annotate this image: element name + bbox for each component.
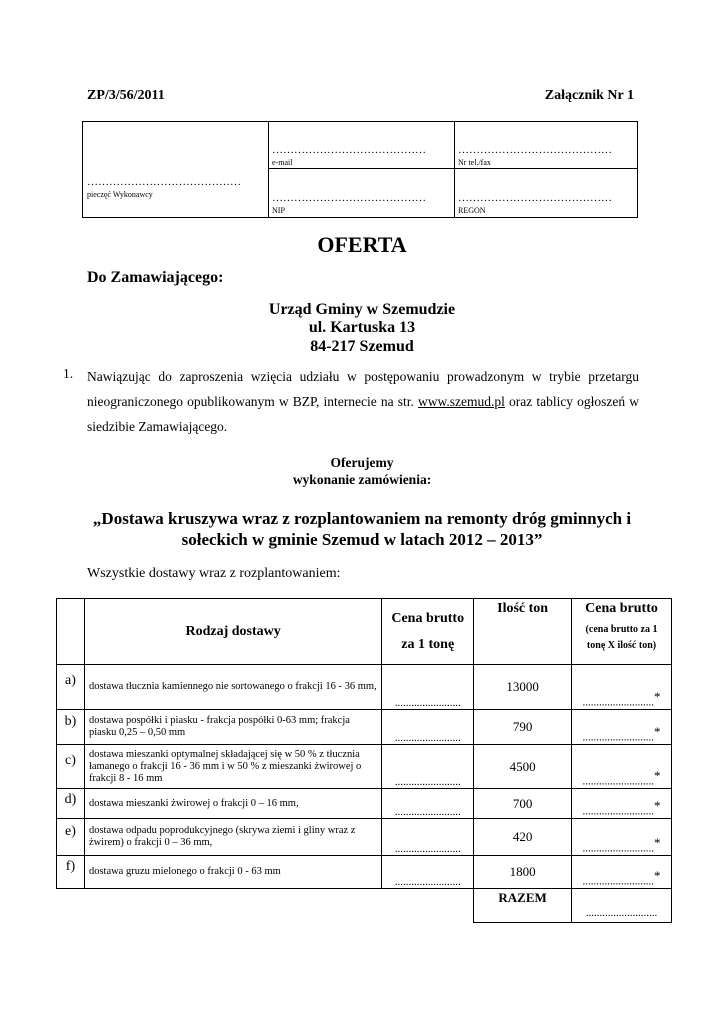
row-total[interactable] <box>572 665 672 710</box>
row-total-star: * <box>654 868 661 884</box>
address-line-1: Urząd Gminy w Szemudzie <box>268 301 456 318</box>
row-description: dostawa mieszanki optymalnej składającej się w 50 % z tłucznia łamanego o frakcji 16 - 36 mm i w 50 % z mieszanki żwirowej o frakcji 8 - 16 mm <box>84 745 381 789</box>
header-unit-price <box>382 599 474 665</box>
address-line-2: ul. Kartuska 13 <box>308 319 416 336</box>
header-total-line2: (cena brutto za 1 <box>585 624 658 635</box>
email-dots[interactable]: …………………………………… <box>272 144 426 156</box>
row-total-star: * <box>654 768 661 784</box>
table-row <box>57 856 672 889</box>
row-total-star: * <box>654 689 661 705</box>
row-total-dots: .......................... <box>582 732 655 744</box>
address-line-3: 84-217 Szemud <box>310 338 414 355</box>
row-unit-price[interactable]: ........................ <box>382 665 474 710</box>
row-label: a) <box>57 665 85 710</box>
seal-label: pieczęć Wykonawcy <box>87 190 153 199</box>
header-unit-price-line1: Cena brutto <box>391 610 465 626</box>
subject-line-1: „Dostawa kruszywa wraz z rozplantowaniem na remonty dróg gminnych i <box>92 509 632 528</box>
total-value[interactable]: .......................... <box>572 889 672 923</box>
row-total-star: * <box>654 724 661 740</box>
intro-text: Nawiązując do zaproszenia wzięcia udziału w postępowaniu prowadzonym w trybie przetargu nieograniczonego opublikowanym w BZP, internecie na str. <box>87 369 639 409</box>
row-description: dostawa odpadu poprodukcyjnego (skrywa ziemi i gliny wraz z żwirem) o frakcji 0 – 36 mm, <box>84 819 381 856</box>
row-quantity: 1800 <box>474 856 572 889</box>
row-label: f) <box>57 856 85 889</box>
row-total-star: * <box>654 835 661 851</box>
paragraph-number: 1. <box>63 366 74 381</box>
offer-intro-line-1: Oferujemy <box>330 455 394 470</box>
row-unit-price[interactable]: ........................ <box>382 856 474 889</box>
intro-text-end: oraz tablicy ogłoszeń w siedzibie Zamawiającego. <box>87 394 640 434</box>
row-label: b) <box>57 710 85 745</box>
all-deliveries-label: Wszystkie dostawy wraz z rozplantowaniem: <box>87 566 341 581</box>
intro-paragraph <box>87 364 639 439</box>
row-unit-price[interactable]: ........................ <box>382 745 474 789</box>
regon-label: REGON <box>458 206 486 215</box>
row-label: e) <box>57 819 85 856</box>
total-label: RAZEM <box>474 889 572 923</box>
table-row <box>57 789 672 819</box>
header-unit-price-line2: za 1 tonę <box>401 636 455 652</box>
row-total-dots: .......................... <box>582 843 655 855</box>
offer-intro-line-2: wykonanie zamówienia: <box>292 472 432 487</box>
row-total[interactable] <box>572 789 672 819</box>
attachment-label: Załącznik Nr 1 <box>544 88 634 103</box>
email-label: e-mail <box>272 158 293 167</box>
row-unit-price[interactable]: ........................ <box>382 819 474 856</box>
website-link[interactable]: www.szemud.pl <box>417 394 505 409</box>
row-quantity: 420 <box>474 819 572 856</box>
row-unit-price[interactable]: ........................ <box>382 710 474 745</box>
row-quantity: 4500 <box>474 745 572 789</box>
table-row <box>57 665 672 710</box>
row-total[interactable] <box>572 819 672 856</box>
table-total-row <box>57 889 672 923</box>
phone-dots[interactable]: …………………………………… <box>458 144 612 156</box>
nip-label: NIP <box>272 206 285 215</box>
table-row <box>57 710 672 745</box>
nip-dots[interactable]: …………………………………… <box>272 192 426 204</box>
row-total-dots: .......................... <box>582 876 655 888</box>
reference-number: ZP/3/56/2011 <box>87 88 165 103</box>
row-total-star: * <box>654 798 661 814</box>
row-description: dostawa mieszanki żwirowej o frakcji 0 – 16 mm, <box>84 789 381 819</box>
header-total-line3: tonę X ilość ton) <box>586 640 657 651</box>
row-label: d) <box>57 789 85 819</box>
subject-line-2: sołeckich w gminie Szemud w latach 2012 – 2013” <box>181 530 543 549</box>
row-total[interactable] <box>572 710 672 745</box>
contractor-info-box <box>82 121 638 218</box>
row-unit-price[interactable]: ........................ <box>382 789 474 819</box>
header-blank <box>57 599 85 665</box>
header-total <box>572 599 672 665</box>
header-total-line1: Cena brutto <box>585 601 658 616</box>
phone-label: Nr tel./fax <box>458 158 491 167</box>
row-total-dots: .......................... <box>582 806 655 818</box>
addressee-heading: Do Zamawiającego: <box>87 269 224 286</box>
header-quantity: Ilość ton <box>474 599 572 665</box>
row-total-dots: .......................... <box>582 697 655 709</box>
offer-table <box>56 598 672 923</box>
row-description: dostawa gruzu mielonego o frakcji 0 - 63 mm <box>84 856 381 889</box>
row-description: dostawa tłucznia kamiennego nie sortowanego o frakcji 16 - 36 mm, <box>84 665 381 710</box>
row-description: dostawa pospółki i piasku - frakcja pospółki 0-63 mm; frakcja piasku 0,25 – 0,50 mm <box>84 710 381 745</box>
header-type: Rodzaj dostawy <box>84 599 381 665</box>
row-label: c) <box>57 745 85 789</box>
row-quantity: 13000 <box>474 665 572 710</box>
seal-dots: …………………………………… <box>87 176 241 188</box>
row-quantity: 790 <box>474 710 572 745</box>
page-title: OFERTA <box>317 232 407 257</box>
table-row <box>57 819 672 856</box>
table-header-row <box>57 599 672 665</box>
row-quantity: 700 <box>474 789 572 819</box>
row-total[interactable] <box>572 856 672 889</box>
regon-dots[interactable]: …………………………………… <box>458 192 612 204</box>
table-row <box>57 745 672 789</box>
row-total[interactable] <box>572 745 672 789</box>
row-total-dots: .......................... <box>582 776 655 788</box>
